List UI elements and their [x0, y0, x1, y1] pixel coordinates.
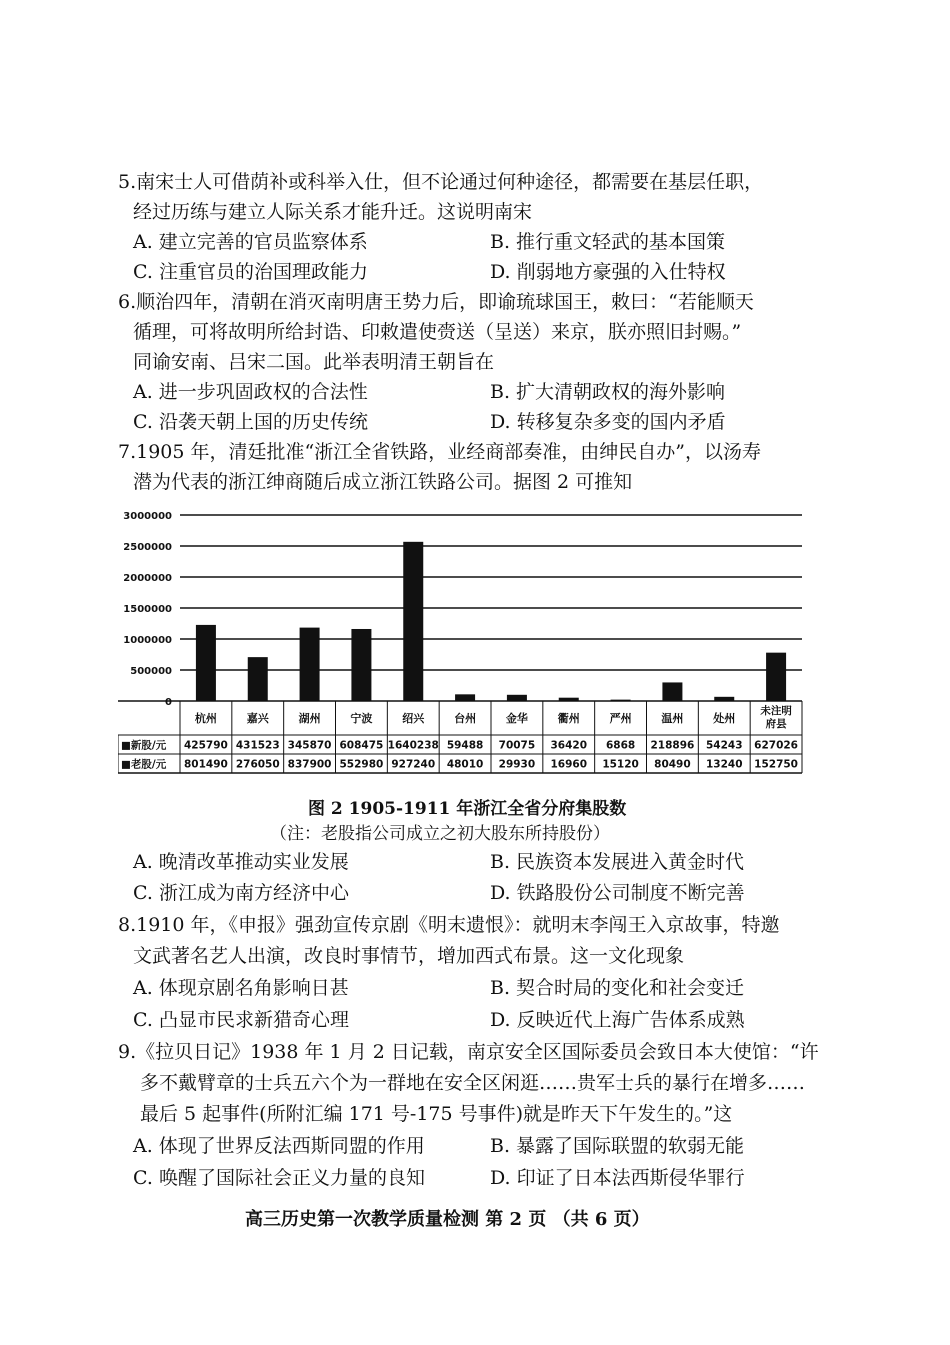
category-label: 衢州 — [557, 712, 580, 725]
q9-option-b: B. 暴露了国际联盟的软弱无能 — [490, 1135, 745, 1157]
q9-option-a: A. 体现了世界反法西斯同盟的作用 — [133, 1135, 425, 1157]
data-cell: 70075 — [498, 739, 536, 752]
q6-option-b: B. 扩大清朝政权的海外影响 — [490, 381, 726, 403]
category-label: 严州 — [609, 712, 632, 725]
q6-option-a: A. 进一步巩固政权的合法性 — [133, 381, 368, 403]
q6-stem-line-3: 同谕安南、吕宋二国。此举表明清王朝旨在 — [133, 351, 495, 373]
data-cell: 15120 — [602, 758, 639, 771]
category-label: 金华 — [505, 712, 528, 725]
data-cell: 431523 — [235, 739, 280, 752]
bar — [196, 625, 216, 701]
y-tick-label: 2500000 — [123, 542, 172, 553]
bar — [300, 628, 320, 701]
bar — [455, 694, 475, 701]
data-cell: 36420 — [550, 739, 588, 752]
figure-2-chart — [118, 505, 818, 785]
y-tick-label: 3000000 — [123, 511, 172, 522]
q8-option-a: A. 体现京剧名角影响日甚 — [133, 977, 349, 999]
y-tick-label: 1500000 — [123, 604, 172, 615]
q9-stem-line-2: 多不戴臂章的士兵五六个为一群地在安全区闲逛……贵军士兵的暴行在增多…… — [140, 1072, 806, 1094]
q5-option-b: B. 推行重文轻武的基本国策 — [490, 231, 726, 253]
q8-stem-line-1: 8.1910 年，《申报》强劲宣传京剧《明末遗恨》：就明末李闯王入京故事，特邀 — [118, 914, 780, 936]
category-label: 未注明 — [760, 705, 792, 717]
data-cell: 801490 — [183, 758, 228, 771]
q5-option-c: C. 注重官员的治国理政能力 — [133, 261, 368, 283]
category-label: 绍兴 — [402, 712, 425, 725]
q7-stem-line-1: 7.1905 年，清廷批准“浙江全省铁路，业经商部奏准，由绅民自办”，以汤寿 — [118, 441, 761, 463]
bar — [403, 542, 423, 701]
data-cell: 345870 — [287, 739, 332, 752]
data-cell: 608475 — [339, 739, 384, 752]
data-cell: 837900 — [287, 758, 332, 771]
category-label: 台州 — [454, 712, 477, 725]
bar — [248, 657, 268, 701]
figure-note: （注：老股指公司成立之初大股东所持股份） — [270, 824, 610, 844]
bar — [507, 695, 527, 701]
category-label: 嘉兴 — [246, 712, 269, 725]
data-cell: 276050 — [235, 758, 280, 771]
category-label: 府县 — [765, 718, 787, 730]
q8-option-c: C. 凸显市民求新猎奇心理 — [133, 1009, 349, 1031]
q6-option-d: D. 转移复杂多变的国内矛盾 — [490, 411, 726, 433]
q7-option-c: C. 浙江成为南方经济中心 — [133, 882, 349, 904]
page-footer: 高三历史第一次教学质量检测 第 2 页 （共 6 页） — [245, 1209, 650, 1230]
category-label: 湖州 — [298, 712, 321, 725]
series-label: ■老股/元 — [121, 758, 167, 771]
category-label: 温州 — [661, 712, 684, 725]
bar — [662, 682, 682, 701]
y-tick-label: 1000000 — [123, 635, 172, 646]
data-cell: 425790 — [183, 739, 228, 752]
y-tick-label: 2000000 — [123, 573, 172, 584]
data-cell: 6868 — [605, 739, 636, 752]
data-cell: 48010 — [446, 758, 484, 771]
data-cell: 927240 — [391, 758, 436, 771]
data-cell: 1640238 — [387, 739, 439, 752]
data-cell: 59488 — [446, 739, 484, 752]
data-cell: 54243 — [705, 739, 743, 752]
q9-stem-line-1: 9.《拉贝日记》1938 年 1 月 2 日记载，南京安全区国际委员会致日本大使馆：“许 — [118, 1041, 819, 1063]
q7-option-d: D. 铁路股份公司制度不断完善 — [490, 882, 745, 904]
data-cell: 29930 — [498, 758, 536, 771]
data-cell: 218896 — [650, 739, 695, 752]
data-cell: 152750 — [754, 758, 799, 771]
q9-option-c: C. 唤醒了国际社会正义力量的良知 — [133, 1167, 425, 1189]
q6-option-c: C. 沿袭天朝上国的历史传统 — [133, 411, 368, 433]
q5-option-a: A. 建立完善的官员监察体系 — [133, 231, 368, 253]
q9-stem-line-3: 最后 5 起事件(所附汇编 171 号-175 号事件)就是昨天下午发生的。”这 — [140, 1103, 733, 1125]
q7-stem-line-2: 潜为代表的浙江绅商随后成立浙江铁路公司。据图 2 可推知 — [133, 471, 633, 493]
q6-stem-line-1: 6.顺治四年，清朝在消灭南明唐王势力后，即谕琉球国王，敕曰：“若能顺天 — [118, 291, 754, 313]
series-label: ■新股/元 — [121, 739, 167, 752]
data-cell: 80490 — [654, 758, 691, 771]
figure-caption: 图 2 1905-1911 年浙江全省分府集股数 — [308, 799, 627, 819]
bar — [766, 653, 786, 701]
q7-option-a: A. 晚清改革推动实业发展 — [133, 851, 349, 873]
data-cell: 552980 — [339, 758, 384, 771]
y-tick-label: 500000 — [130, 666, 172, 677]
q5-option-d: D. 削弱地方豪强的入仕特权 — [490, 261, 726, 283]
q5-stem-line-2: 经过历练与建立人际关系才能升迁。这说明南宋 — [133, 201, 533, 223]
category-label: 处州 — [713, 712, 736, 725]
q7-option-b: B. 民族资本发展进入黄金时代 — [490, 851, 745, 873]
category-label: 杭州 — [194, 712, 217, 725]
q8-stem-line-2: 文武著名艺人出演，改良时事情节，增加西式布景。这一文化现象 — [133, 945, 685, 967]
category-label: 宁波 — [350, 712, 373, 725]
q9-option-d: D. 印证了日本法西斯侵华罪行 — [490, 1167, 745, 1189]
q8-option-d: D. 反映近代上海广告体系成熟 — [490, 1009, 745, 1031]
data-cell: 16960 — [550, 758, 588, 771]
stacked-bar-chart — [118, 505, 818, 785]
data-cell: 13240 — [705, 758, 743, 771]
q6-stem-line-2: 循理，可将故明所给封诰、印敕遣使赍送（呈送）来京，朕亦照旧封赐。” — [133, 321, 742, 343]
y-tick-label: 0 — [165, 697, 172, 708]
bar — [351, 629, 371, 701]
q5-stem-line-1: 5.南宋士人可借荫补或科举入仕，但不论通过何种途径，都需要在基层任职， — [118, 171, 764, 193]
data-cell: 627026 — [754, 739, 799, 752]
q8-option-b: B. 契合时局的变化和社会变迁 — [490, 977, 745, 999]
